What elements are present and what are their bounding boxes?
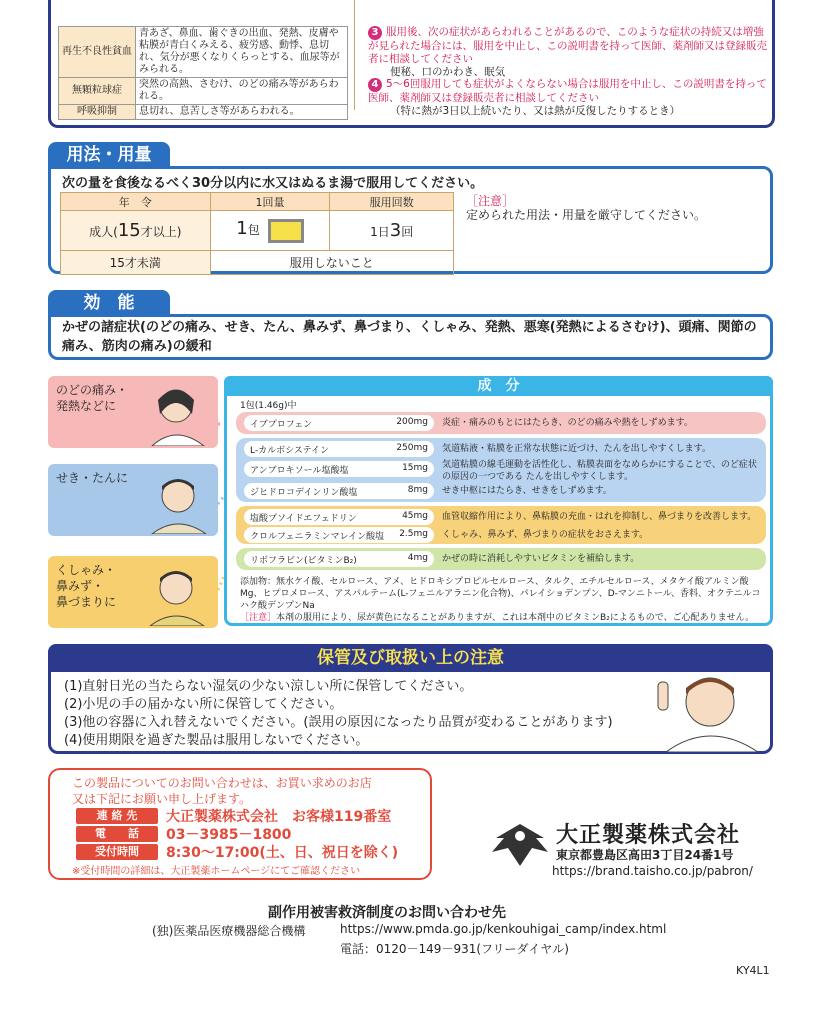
dosage-table — [60, 192, 454, 275]
divider — [354, 0, 355, 110]
ingredient-amount: 45mg — [402, 511, 428, 521]
relief-org: (独)医薬品医療機器総合機構 — [152, 924, 306, 938]
storage-item: (1)直射日光の当たらない湿気の少ない涼しい所に保管してください。 — [64, 679, 473, 694]
relief-phone: 電話：0120－149－931(フリーダイヤル) — [340, 942, 569, 956]
note-text: 5～6回服用しても症状がよくならない場合は服用を中止し、この説明書を持って医師、薬剤師又は登録販売者に相談してください — [368, 78, 767, 104]
dose-unit: 包 — [247, 223, 260, 238]
table-header-cell: 1回量 — [210, 193, 330, 211]
ingredients-title: 成 分 — [224, 376, 773, 396]
company-address: 東京都豊島区高田3丁目24番1号 — [556, 848, 734, 862]
caution-text: 本剤の服用により、尿が黄色になることがありますが、これは本剤中のビタミンB₂によるもので、ご心配ありません。 — [276, 613, 755, 623]
ingredient-amount: 8mg — [407, 485, 428, 495]
dosage-note-label: ［注意］ — [466, 194, 515, 208]
contact-label: 電 話 — [76, 826, 158, 842]
ingredient-name: イブプロフェン — [250, 420, 313, 430]
contact-phone: 03－3985－1800 — [166, 827, 292, 843]
table-header-cell: 無顆粒球症 — [59, 78, 136, 105]
table-row — [59, 78, 348, 105]
note-sub: （特に熱が3日以上続いたり、又は熱が反復したりするとき） — [390, 105, 681, 117]
note-number: 3 — [368, 26, 382, 40]
ingredient-desc: 炎症・痛みのもとにはたらき、のどの痛みや熱をしずめます。 — [442, 418, 693, 428]
times-num: 3 — [389, 220, 402, 241]
table-row — [59, 105, 348, 120]
ingredient-name: クロルフェニラミンマレイン酸塩 — [250, 532, 385, 542]
symptom-label: くしゃみ・ — [56, 563, 117, 577]
ingredient-desc: 気道粘膜の線毛運動を活性化し、粘膜表面をなめらかにすることで、のど症状の原因の一つである たんを出しやすくします。 — [442, 460, 757, 482]
table-header-cell: 年 令 — [61, 193, 211, 211]
table-cell: 突然の高熱、さむけ、のどの痛み等があらわれる。 — [136, 78, 348, 105]
contact-intro: 又は下記にお願い申し上げます。 — [72, 792, 252, 806]
ingredient-desc: 血管収縮作用により、鼻粘膜の充血・はれを抑制し、鼻づまりを改善します。 — [442, 512, 757, 522]
contact-label: 連 絡 先 — [76, 808, 158, 824]
table-row — [59, 27, 348, 78]
dosage-note-text: 定められた用法・用量を厳守してください。 — [466, 208, 707, 222]
company-url[interactable]: https://brand.taisho.co.jp/pabron/ — [552, 864, 753, 878]
adult-label: 成人( — [89, 225, 118, 239]
efficacy-title: 効 能 — [48, 290, 170, 316]
ingredient-amount: 2.5mg — [399, 529, 428, 539]
times-pre: 1日 — [370, 225, 390, 239]
eagle-logo-icon — [488, 818, 552, 870]
note-number: 4 — [368, 78, 382, 92]
ingredient-name: リボフラビン(ビタミンB₂) — [250, 556, 357, 566]
ingredient-desc: かぜの時に消耗しやすいビタミンを補給します。 — [442, 554, 640, 564]
dose-cell — [210, 211, 330, 251]
table-row — [61, 251, 454, 275]
storage-item: (2)小児の手の届かない所に保管してください。 — [64, 697, 343, 712]
dosage-intro: 次の量を食後なるべく30分以内に水又はぬるま湯で服用してください。 — [62, 176, 484, 191]
ingredient-amount: 15mg — [402, 463, 428, 473]
table-header-cell: 服用回数 — [330, 193, 454, 211]
adult-cell — [61, 211, 211, 251]
symptom-label: 発熱などに — [56, 399, 117, 413]
table-cell: 息切れ、息苦しさ等があらわれる。 — [136, 105, 348, 120]
contact-hours: 8:30～17:00(土、日、祝日を除く) — [166, 845, 399, 861]
table-row — [61, 193, 454, 211]
caution-label: ［注意］ — [240, 613, 277, 623]
note-3 — [368, 26, 768, 79]
side-effects-table — [58, 26, 348, 120]
table-cell: 青あざ、鼻血、歯ぐきの出血、発熱、皮膚や粘膜が青白くみえる、疲労感、動悸、息切れ、気分が悪くなりくらっとする、血尿等がみられる。 — [136, 27, 348, 78]
note-4 — [368, 78, 768, 118]
additives: 添加物：無水ケイ酸、セルロース、アメ、ヒドロキシプロピルセルロース、タルク、エチルセルロース、メタケイ酸アルミン酸Mg、ヒプロメロース、アスパルテーム(L-フェニルアラニン化合物)、パレイショデンプン、D-マンニトール、香料、オクテニルコハク酸デンプンNa — [240, 577, 761, 611]
pharmacist-illustration-icon — [646, 662, 770, 752]
symptom-label: のどの痛み・ — [56, 383, 129, 397]
note-text: 服用後、次の症状があらわれることがあるので、このような症状の持続又は増強が見られた場合には、服用を中止し、この説明書を持って医師、薬剤師又は登録販売者に相談してください — [368, 26, 767, 65]
contact-intro: この製品についてのお問い合わせは、お買い求めのお店 — [72, 776, 372, 790]
adult-suffix: 才以上) — [140, 225, 182, 239]
ingredient-desc: 気道粘液・粘膜を正常な状態に近づけ、たんを出しやすくします。 — [442, 444, 711, 454]
ingredient-name: アンブロキソール塩酸塩 — [250, 466, 349, 476]
efficacy-text: かぜの諸症状(のどの痛み、せき、たん、鼻みず、鼻づまり、くしゃみ、発熱、悪寒(発熱によるさむけ)、頭痛、関節の痛み、筋肉の痛み)の緩和 — [62, 320, 757, 354]
ingredient-name: 塩酸プソイドエフェドリン — [250, 514, 357, 524]
product-code: KY4L1 — [736, 964, 770, 977]
ingredient-name: ジヒドロコデインリン酸塩 — [250, 488, 358, 498]
storage-item: (3)他の容器に入れ替えないでください。(誤用の原因になったり品質が変わることがあります) — [64, 715, 613, 730]
ingredient-desc: くしゃみ、鼻みず、鼻づまりの症状をおさえます。 — [442, 530, 649, 540]
symptom-label: せき・たんに — [56, 471, 129, 485]
table-header-cell: 呼吸抑制 — [59, 105, 136, 120]
adult-age: 15 — [117, 220, 141, 241]
times-unit: 回 — [401, 225, 414, 239]
table-row — [61, 211, 454, 251]
dosage-title: 用法・用量 — [48, 142, 170, 168]
packet-icon — [268, 219, 304, 243]
contact-label: 受付時間 — [76, 844, 158, 860]
child-cell: 15才未満 — [61, 251, 211, 275]
ingredient-amount: 200mg — [396, 417, 428, 427]
child-value: 服用しないこと — [210, 251, 453, 275]
dose-amount: 1 — [236, 218, 248, 240]
times-cell — [330, 211, 454, 251]
ingredient-amount: 4mg — [407, 553, 428, 563]
relief-url[interactable]: https://www.pmda.go.jp/kenkouhigai_camp/index.html — [340, 922, 667, 936]
ingredients-per: 1包(1.46g)中 — [240, 401, 297, 411]
symptom-label: 鼻づまりに — [56, 595, 117, 609]
ingredient-desc: せき中枢にはたらき、せきをしずめます。 — [442, 486, 612, 496]
ingredient-amount: 250mg — [396, 443, 428, 453]
note-sub: 便秘、口のかわき、眠気 — [390, 66, 506, 78]
table-header-cell: 再生不良性貧血 — [59, 27, 136, 78]
company-name: 大正製薬株式会社 — [556, 823, 741, 848]
contact-value: 大正製薬株式会社 お客様119番室 — [166, 809, 392, 825]
storage-title: 保管及び取扱い上の注意 — [48, 644, 773, 672]
ingredients-caution — [240, 612, 766, 624]
relief-title: 副作用被害救済制度のお問い合わせ先 — [268, 905, 506, 921]
symptom-label: 鼻みず・ — [56, 579, 105, 593]
contact-footnote: ※受付時間の詳細は、大正製薬ホームページにてご確認ください — [72, 866, 361, 877]
storage-item: (4)使用期限を過ぎた製品は服用しないでください。 — [64, 733, 369, 748]
ingredient-name: L-カルボシステイン — [250, 446, 330, 456]
